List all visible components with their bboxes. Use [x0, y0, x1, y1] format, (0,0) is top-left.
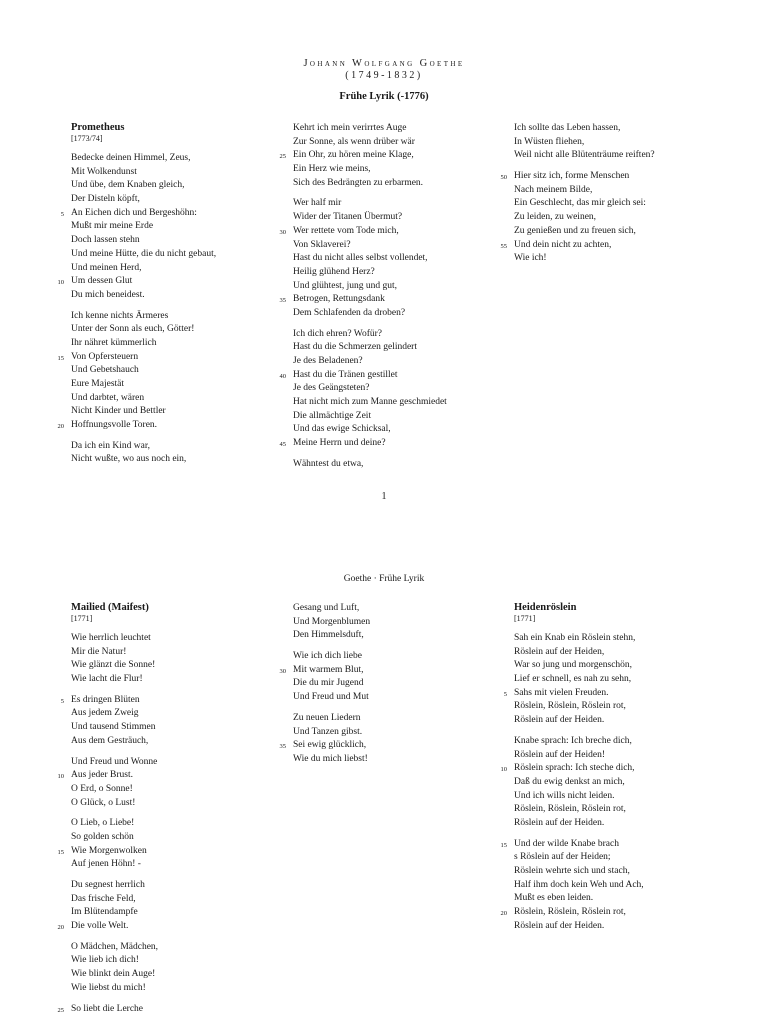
line-number: 15 [57, 848, 64, 856]
verse-line [503, 687, 714, 701]
line-text: Mit warmem Blut, [293, 664, 364, 675]
line-text: Ich dich ehren? Wofür? [293, 328, 383, 339]
verse-line [293, 239, 493, 253]
line-text: Heidenröslein [514, 602, 577, 613]
line-text: Wie glänzt die Sonne! [71, 660, 156, 671]
running-head: Goethe · Frühe Lyrik [343, 574, 425, 584]
line-text: Sahs mit vielen Freuden. [514, 687, 609, 698]
verse-line [57, 769, 271, 783]
verse-line [293, 122, 493, 136]
line-text: Und Tanzen gibst. [293, 726, 363, 737]
verse-line [71, 405, 271, 419]
line-text: Lief er schnell, es nah zu sehn, [514, 674, 632, 685]
verse-line [514, 879, 714, 893]
verse-line [71, 220, 271, 234]
line-text: Röslein auf der Heiden, [514, 646, 605, 657]
line-text: Und der wilde Knabe brach [514, 838, 619, 849]
line-text: Mailied (Maifest) [71, 602, 149, 613]
stanza-gap [293, 705, 493, 712]
line-text: Hier sitz ich, forme Menschen [514, 171, 630, 182]
line-text: Und glühtest, jung und gut, [293, 280, 397, 291]
verse-line [293, 753, 493, 767]
line-text: Und dein nicht zu achten, [514, 239, 612, 250]
verse-line [293, 307, 493, 321]
line-text: Wer rettete vom Tode mich, [293, 225, 399, 236]
verse-line [293, 691, 493, 705]
verse-line [60, 694, 271, 708]
verse-line [514, 149, 714, 163]
verse-line [514, 197, 714, 211]
verse-line [71, 179, 271, 193]
verse-line [514, 803, 714, 817]
line-number: 20 [500, 910, 507, 918]
line-text: Kehrt ich mein verirrtes Auge [293, 123, 407, 133]
verse-line [514, 211, 714, 225]
line-text: Du segnest herrlich [71, 880, 145, 890]
line-text: Half ihm doch kein Weh und Ach, [514, 879, 644, 890]
verse-line [279, 664, 493, 678]
verse-line [293, 382, 493, 396]
verse-line [71, 968, 271, 982]
author-name: Johann Wolfgang Goethe [303, 58, 465, 69]
line-text: Unter der Sonn als euch, Götter! [71, 324, 195, 335]
verse-line [293, 266, 493, 280]
line-text: Und meinen Herd, [71, 262, 142, 273]
line-text: Röslein sprach: Ich steche dich, [514, 763, 635, 774]
line-text: Betrogen, Rettungsdank [293, 294, 385, 305]
poem-year [514, 614, 714, 626]
stanza-gap [514, 163, 714, 170]
line-text: Ein Ohr, zu hören meine Klage, [293, 150, 414, 161]
line-number: 5 [60, 210, 64, 218]
line-text: Zu genießen und zu freuen sich, [514, 225, 636, 236]
verse-line [71, 783, 271, 797]
verse-line [293, 163, 493, 177]
verse-line [293, 616, 493, 630]
verse-line [71, 234, 271, 248]
verse-line [293, 677, 493, 691]
verse-line [71, 673, 271, 687]
line-text: Sich des Bedrängten zu erbarmen. [293, 177, 424, 188]
verse-line [514, 700, 714, 714]
line-number: 15 [57, 354, 64, 362]
line-text: Zu leiden, zu weinen, [514, 212, 597, 223]
stanza-gap [514, 728, 714, 735]
verse-line [293, 650, 493, 664]
verse-line [514, 252, 714, 266]
line-text: Bedecke deinen Himmel, Zeus, [71, 153, 191, 163]
line-text: Wie lacht die Flur! [71, 674, 143, 685]
line-text: Prometheus [71, 122, 125, 133]
verse-line [71, 262, 271, 276]
poem-title [71, 122, 271, 134]
line-text: Im Blütendampfe [71, 907, 138, 918]
verse-line [71, 166, 271, 180]
line-text: Wie blinkt dein Auge! [71, 969, 156, 980]
verse-line [500, 906, 714, 920]
line-text: Wie ich! [514, 253, 547, 264]
line-text: Meine Herrn und deine? [293, 438, 386, 449]
poem-column [279, 602, 493, 767]
line-text: Die volle Welt. [71, 921, 129, 932]
line-text: O Lieb, o Liebe! [71, 818, 135, 829]
verse-line [71, 392, 271, 406]
verse-line [293, 410, 493, 424]
line-text: Doch lassen stehn [71, 235, 140, 246]
line-text: Wie du mich liebst! [293, 753, 368, 764]
stanza-gap [71, 687, 271, 694]
line-text: Heilig glühend Herz? [293, 266, 375, 277]
verse-line [57, 275, 271, 289]
line-text: Und Gebetshauch [71, 365, 139, 376]
line-text: Knabe sprach: Ich breche dich, [514, 735, 632, 746]
poem-title [514, 602, 714, 614]
line-text: Gesang und Luft, [293, 603, 360, 613]
line-text: Aus jeder Brust. [71, 770, 134, 781]
verse-line [71, 440, 271, 454]
line-text: Die allmächtige Zeit [293, 410, 372, 421]
line-text: Und darbtet, wären [71, 392, 145, 403]
verse-line [514, 817, 714, 831]
verse-line [293, 629, 493, 643]
verse-line [71, 831, 271, 845]
verse-line [500, 170, 714, 184]
line-text: Von Opfersteuern [71, 351, 139, 362]
verse-line [293, 355, 493, 369]
verse-line [71, 289, 271, 303]
verse-line [293, 458, 493, 472]
line-text: Je des Beladenen? [293, 356, 363, 366]
verse-line [514, 735, 714, 749]
verse-line [514, 184, 714, 198]
line-text: Und das ewige Schicksal, [293, 424, 391, 435]
line-text: Mit Wolkendunst [71, 166, 137, 177]
line-text: Wie herrlich leuchtet [71, 633, 151, 643]
line-text: Da ich ein Kind war, [71, 440, 151, 451]
verse-line [293, 396, 493, 410]
stanza-gap [71, 433, 271, 440]
line-number: 25 [57, 1006, 64, 1014]
verse-line [57, 419, 271, 433]
line-number: 45 [279, 441, 286, 449]
verse-line [279, 437, 493, 451]
stanza-gap [71, 872, 271, 879]
line-text: Weil nicht alle Blütenträume reiften? [514, 150, 655, 161]
verse-line [71, 817, 271, 831]
poem-column [57, 602, 271, 1016]
line-number: 50 [500, 174, 507, 182]
line-text: Und ich wills nicht leiden. [514, 790, 615, 801]
line-number: 25 [279, 153, 286, 161]
stanza-gap [71, 810, 271, 817]
verse-line [71, 941, 271, 955]
line-text: Aus dem Gesträuch, [71, 735, 149, 746]
verse-line [293, 602, 493, 616]
line-text: Das frische Feld, [71, 893, 136, 904]
verse-line [293, 726, 493, 740]
line-text: [1773/74] [71, 134, 103, 143]
stanza-gap [71, 996, 271, 1003]
line-number: 10 [57, 773, 64, 781]
line-text: Um dessen Glut [71, 276, 133, 287]
verse-line [71, 248, 271, 262]
stanza-gap [293, 321, 493, 328]
line-text: Mußt es eben leiden. [514, 893, 594, 904]
line-text: So golden schön [71, 831, 134, 842]
verse-line [57, 920, 271, 934]
verse-line [514, 714, 714, 728]
line-number: 10 [500, 766, 507, 774]
line-text: Und übe, dem Knaben gleich, [71, 180, 185, 191]
line-text: Mußt mir meine Erde [71, 221, 154, 232]
stanza-gap [71, 303, 271, 310]
line-text: Den Himmelsduft, [293, 630, 364, 641]
line-text: Es dringen Blüten [71, 694, 140, 705]
line-number: 5 [503, 690, 507, 698]
verse-line [293, 252, 493, 266]
poem-year [71, 134, 271, 146]
verse-line [71, 735, 271, 749]
verse-line [293, 280, 493, 294]
line-text: So liebt die Lerche [71, 1003, 144, 1014]
line-text: s Röslein auf der Heiden; [514, 852, 611, 863]
line-text: Nach meinem Bilde, [514, 184, 593, 195]
verse-line [514, 920, 714, 934]
stanza-gap [293, 451, 493, 458]
line-number: 15 [500, 841, 507, 849]
line-number: 20 [57, 924, 64, 932]
stanza-gap [293, 190, 493, 197]
line-text: Röslein auf der Heiden! [514, 749, 606, 760]
line-text: Zur Sonne, als wenn drüber wär [293, 136, 415, 147]
line-text: Röslein auf der Heiden. [514, 817, 605, 828]
line-text: Hast du die Schmerzen gelindert [293, 342, 417, 353]
line-text: Hat nicht mich zum Manne geschmiedet [293, 397, 447, 408]
line-text: [1771] [71, 614, 93, 623]
verse-line [71, 982, 271, 996]
line-text: Und Morgenblumen [293, 616, 371, 627]
poem-year [71, 614, 271, 626]
line-text: Nicht Kinder und Bettler [71, 406, 166, 417]
verse-line [293, 136, 493, 150]
line-text: Hast du die Tränen gestillet [293, 369, 398, 380]
verse-line [71, 721, 271, 735]
verse-line [71, 632, 271, 646]
line-number: 30 [279, 228, 286, 236]
verse-line [514, 892, 714, 906]
verse-line [293, 423, 493, 437]
poem-column [57, 122, 271, 467]
poem-title [71, 602, 271, 614]
verse-line [293, 177, 493, 191]
verse-line [71, 879, 271, 893]
line-text: Ihr nähret kümmerlich [71, 337, 157, 348]
line-text: Je des Geängsteten? [293, 383, 370, 394]
line-text: Und meine Hütte, die du nicht gebaut, [71, 248, 217, 259]
verse-line [514, 646, 714, 660]
verse-line [71, 310, 271, 324]
line-text: Röslein, Röslein, Röslein rot, [514, 701, 626, 712]
line-text: Nicht wußte, wo aus noch ein, [71, 454, 187, 465]
line-text: O Mädchen, Mädchen, [71, 941, 159, 952]
verse-line [57, 845, 271, 859]
verse-line [500, 838, 714, 852]
verse-line [71, 152, 271, 166]
verse-line [514, 122, 714, 136]
line-text: Sei ewig glücklich, [293, 740, 367, 751]
line-text: Ein Herz wie meins, [293, 164, 371, 175]
verse-line [293, 328, 493, 342]
page-number: 1 [381, 491, 387, 502]
verse-line [71, 453, 271, 467]
line-number: 20 [57, 423, 64, 431]
verse-line [500, 239, 714, 253]
line-text: Die du mir Jugend [293, 678, 364, 689]
line-text: Dem Schlafenden da droben? [293, 307, 406, 318]
line-text: Der Disteln köpft, [71, 194, 140, 205]
line-text: Und tausend Stimmen [71, 722, 156, 733]
verse-line [71, 906, 271, 920]
line-text: Auf jenen Höhn! - [71, 859, 141, 870]
line-text: Röslein auf der Heiden. [514, 715, 605, 726]
verse-line [293, 211, 493, 225]
verse-line [279, 739, 493, 753]
line-text: Wie lieb ich dich! [71, 955, 139, 966]
verse-line [57, 351, 271, 365]
line-text: [1771] [514, 614, 536, 623]
line-text: Ein Geschlecht, das mir gleich sei: [514, 198, 646, 209]
line-text: Hast du nicht alles selbst vollendet, [293, 253, 428, 264]
verse-line [57, 1003, 271, 1017]
line-text: Mir die Natur! [71, 646, 127, 657]
verse-line [60, 207, 271, 221]
line-text: Und Freud und Mut [293, 692, 369, 703]
verse-line [514, 659, 714, 673]
line-text: Du mich beneidest. [71, 289, 145, 300]
line-text: O Erd, o Sonne! [71, 783, 133, 794]
line-text: War so jung und morgenschön, [514, 660, 633, 671]
verse-line [514, 776, 714, 790]
poem-column [500, 602, 714, 933]
verse-line [71, 323, 271, 337]
verse-line [514, 136, 714, 150]
verse-line [279, 369, 493, 383]
stanza-gap [293, 643, 493, 650]
verse-line [71, 954, 271, 968]
verse-line [71, 797, 271, 811]
verse-line [514, 749, 714, 763]
line-text: Wer half mir [293, 198, 342, 209]
verse-line [71, 193, 271, 207]
verse-line [293, 197, 493, 211]
verse-line [514, 865, 714, 879]
verse-line [293, 712, 493, 726]
line-text: Aus jedem Zweig [71, 708, 139, 719]
verse-line [71, 893, 271, 907]
poem-column [279, 122, 493, 472]
line-number: 5 [60, 697, 64, 705]
verse-line [71, 646, 271, 660]
line-number: 40 [279, 372, 286, 380]
stanza-gap [71, 749, 271, 756]
verse-line [71, 858, 271, 872]
line-text: Von Sklaverei? [293, 239, 351, 250]
verse-line [514, 632, 714, 646]
author-dates: (1749-1832) [345, 70, 423, 81]
verse-line [514, 225, 714, 239]
verse-line [279, 225, 493, 239]
line-text: In Wüsten fliehen, [514, 136, 585, 147]
line-text: Röslein auf der Heiden. [514, 920, 605, 931]
line-text: Und Freud und Wonne [71, 756, 158, 767]
verse-line [279, 293, 493, 307]
line-text: Röslein, Röslein, Röslein rot, [514, 907, 626, 918]
line-text: Wie Morgenwolken [71, 845, 147, 856]
stanza-gap [71, 934, 271, 941]
line-text: Ich sollte das Leben hassen, [514, 123, 621, 133]
verse-line [293, 341, 493, 355]
line-text: Sah ein Knab ein Röslein stehn, [514, 633, 636, 643]
verse-line [71, 378, 271, 392]
stanza-gap [514, 831, 714, 838]
verse-line [71, 707, 271, 721]
line-text: O Glück, o Lust! [71, 797, 136, 808]
line-text: Wähntest du etwa, [293, 458, 364, 469]
line-text: Wie ich dich liebe [293, 651, 362, 662]
collection-title: Frühe Lyrik (-1776) [339, 91, 429, 102]
verse-line [514, 851, 714, 865]
line-text: An Eichen dich und Bergeshöhn: [71, 207, 197, 218]
verse-line [514, 790, 714, 804]
verse-line [71, 364, 271, 378]
line-text: Ich kenne nichts Ärmeres [71, 310, 169, 321]
verse-line [71, 659, 271, 673]
line-text: Zu neuen Liedern [293, 712, 361, 723]
line-number: 55 [500, 242, 507, 250]
verse-line [500, 762, 714, 776]
line-number: 10 [57, 279, 64, 287]
line-text: Röslein, Röslein, Röslein rot, [514, 804, 626, 815]
verse-line [279, 149, 493, 163]
line-number: 35 [279, 297, 286, 305]
line-text: Eure Majestät [71, 379, 125, 389]
verse-line [71, 337, 271, 351]
line-text: Wie liebst du mich! [71, 982, 146, 993]
verse-line [514, 673, 714, 687]
line-text: Daß du ewig denkst an mich, [514, 776, 625, 787]
line-number: 35 [279, 743, 286, 751]
line-number: 30 [279, 667, 286, 675]
line-text: Röslein wehrte sich und stach, [514, 866, 630, 876]
verse-line [71, 756, 271, 770]
line-text: Hoffnungsvolle Toren. [71, 420, 158, 431]
line-text: Wider der Titanen Übermut? [293, 212, 403, 223]
poem-column [500, 122, 714, 266]
